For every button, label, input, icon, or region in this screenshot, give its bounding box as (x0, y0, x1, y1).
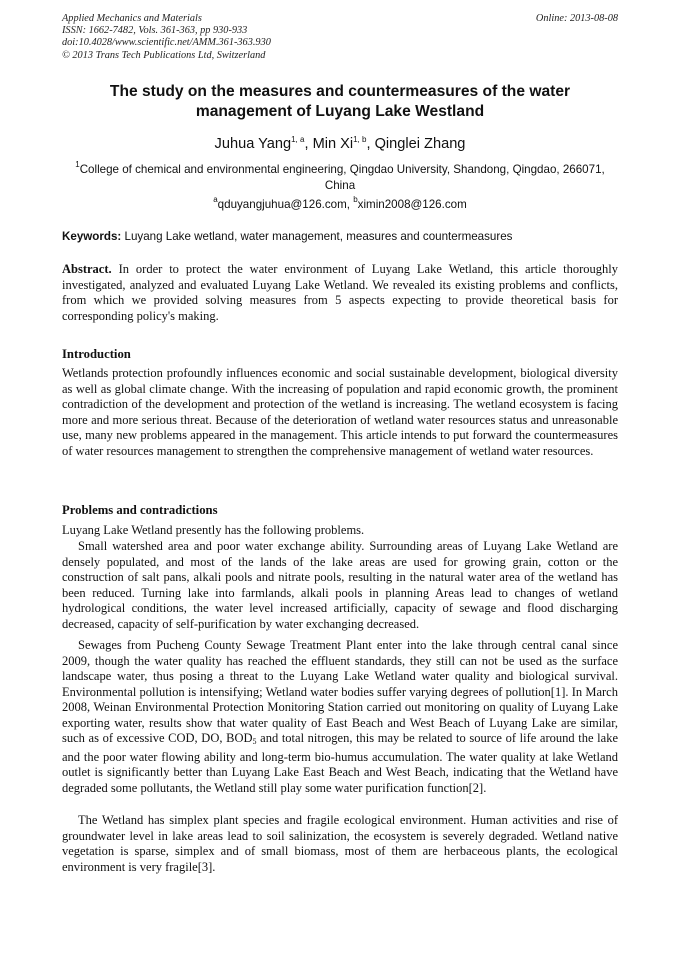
copyright-line: © 2013 Trans Tech Publications Ltd, Switzerland (62, 49, 266, 61)
email-link[interactable]: ximin2008@126.com (357, 198, 467, 211)
email-link[interactable]: qduyangjuhua@126.com (217, 198, 347, 211)
author-sup: 1, b (353, 135, 367, 144)
journal-header (62, 13, 618, 62)
author-emails (62, 192, 618, 213)
issn-line: ISSN: 1662-7482, Vols. 361-363, pp 930-933 (62, 25, 248, 37)
problems-paragraph-1: Small watershed area and poor water exchange ability. Surrounding areas of Luyang Lake Wetland are densely populated, and most of the lands of the lake areas are used for growing grain, cotton or the construction of salt pans, alkali pools and nitrate pools, resulting in the natural water area of the wetland has been reduced. Turning lake into farmlands, alkali pools in planning Areas lead to changes of wetland hydrological conditions, the water level increased artificially, capacity of sewage and flood discharging decreased, capacity of self-purification by water exchanging decreased. (62, 539, 618, 631)
author-name: Min Xi (312, 136, 354, 152)
abstract-text: In order to protect the water environment of Luyang Lake Wetland, this article thoroughly investigated, analyzed and evaluated Luyang Lake Wetland. We revealed its existing problems and conflicts, from which we provided solving measures from 5 aspects expecting to provide theoretical basis for corresponding policy's making. (62, 262, 618, 323)
email-sup: b (353, 195, 358, 204)
email-separator: , (346, 198, 354, 211)
affiliation-sup: 1 (75, 160, 80, 169)
online-date: Online: 2013-08-08 (535, 13, 618, 24)
abstract (62, 262, 618, 324)
author-name: Qinglei Zhang (374, 136, 466, 152)
subscript: 5 (252, 737, 257, 746)
problems-intro-paragraph: Luyang Lake Wetland presently has the following problems. (62, 523, 365, 537)
problems-paragraph-2 (62, 638, 618, 796)
keywords-label: Keywords: (62, 230, 122, 243)
introduction-paragraph: Wetlands protection profoundly influences economic and social sustainable development, biological diversity as well as global climate change. With the increasing of population and rapid economic growth, the prominent contradiction of the development and protection of the wetland is increasing. The wetland ecosystem is facing more and more serious threat. Because of the deterioration of wetland water resources status and unreasonable use, many new problems appeared in the management. This article intends to put forward the countermeasures of water resources management to strengthen the comprehensive management of wetland water resources. (62, 366, 618, 458)
abstract-label: Abstract. (62, 262, 112, 276)
section-heading-introduction: Introduction (62, 347, 131, 361)
affiliation-text: College of chemical and environmental engineering, Qingdao University, Shandong, Qingdao, 266071, China (79, 163, 605, 192)
journal-name: Applied Mechanics and Materials (62, 13, 202, 24)
paper-title: The study on the measures and countermeasures of the water management of Luyang Lake Westland (109, 83, 571, 120)
author-separator: , (304, 136, 313, 152)
author-name: Juhua Yang (214, 136, 292, 152)
paragraph-text: and total nitrogen, this may be related to source of life around the lake and the poor water flowing ability and long-term bio-humus accumulation. The water quality at lake Wetland outlet is significantly better than Luyang Lake East Beach and West Beach, indicating that the Wetland have degraded some pollutants, the Wetland still play some water purification function[2]. (62, 731, 618, 795)
keywords-text: Luyang Lake wetland, water management, measures and countermeasures (121, 230, 513, 243)
affiliation (70, 157, 610, 194)
email-sup: a (213, 195, 218, 204)
section-heading-problems: Problems and contradictions (62, 503, 218, 517)
author-sup: 1, a (291, 135, 305, 144)
author-list (62, 131, 618, 153)
doi-line: doi:10.4028/www.scientific.net/AMM.361-363.930 (62, 37, 271, 49)
paragraph-text: Sewages from Pucheng County Sewage Treatment Plant enter into the lake through central canal since 2009, though the water quality has reached the effluent standards, they still can not be used as the surface landscape water, thus posing a threat to the Luyang Lake Wetland water quality and biological survival. Environmental pollution is intensifying; Wetland water bodies suffer varying degrees of pollution[1]. In March 2008, Weinan Environmental Protection Monitoring Station carried out monitoring on quality of Luyang Lake exporting water, results show that water quality of East Beach and West Beach of Luyang Lake are similar, such as of excessive COD, DO, BOD (62, 638, 618, 745)
problems-paragraph-3: The Wetland has simplex plant species and fragile ecological environment. Human activities and rise of groundwater level in lake areas lead to soil salinization, the ecosystem is severely degraded. Wetland native vegetation is sparse, simplex and of small biomass, most of them are herbaceous plants, the ecological environment is very fragile[3]. (62, 813, 618, 874)
author-separator: , (366, 136, 375, 152)
keywords (62, 229, 618, 245)
